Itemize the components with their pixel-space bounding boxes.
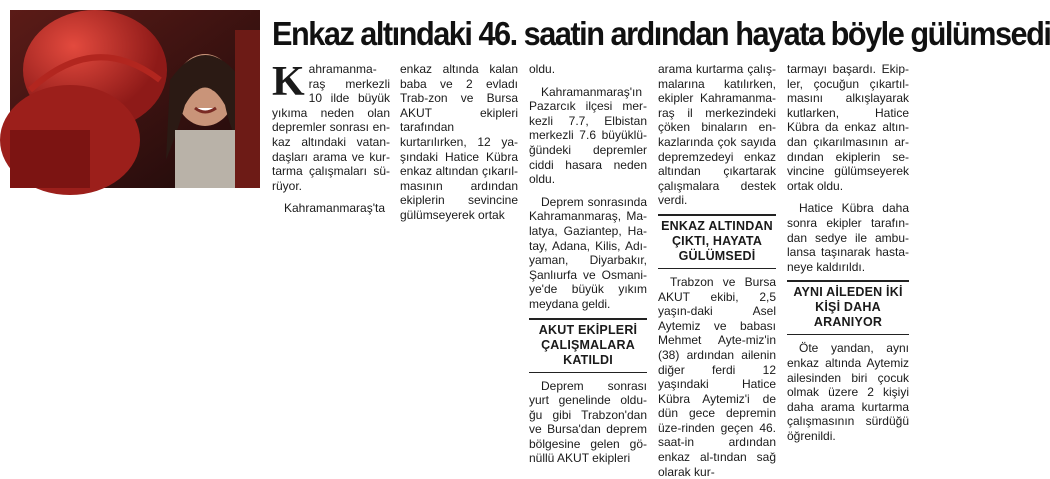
article-column-5 bbox=[787, 62, 909, 443]
article-paragraph: Deprem sonrasında Kahramanmaraş, Ma-latya, Gaziantep, Ha-tay, Adana, Kilis, Adı-yaman, Diyarbakır, Şanlıurfa ve Osmani-ye'de büyük yıkım meydana geldi. bbox=[529, 194, 647, 311]
subheading: AKUT EKİPLERİ ÇALIŞMALARA KATILDI bbox=[529, 318, 647, 373]
article-paragraph: tarmayı başardı. Ekip-ler, çocuğun çıkartıl-masını alkışlayarak kutlarken, Hatice Kübra da enkaz altın-dan çıkarılmasının ar-dından ekiplerin se-vincine gülümseyerek ortak oldu. bbox=[787, 62, 909, 193]
article-paragraph: Hatice Kübra daha sonra ekipler tarafın-dan sedye ile ambu-lansa taşınarak hasta-neye kaldırıldı. bbox=[787, 201, 909, 274]
subheading: AYNI AİLEDEN İKİ KİŞİ DAHA ARANIYOR bbox=[787, 280, 909, 335]
headline: Enkaz altındaki 46. saatin ardından hayata böyle gülümsedi bbox=[272, 15, 1050, 52]
article-paragraph: enkaz altında kalan baba ve 2 evladı Trab-zon ve Bursa AKUT ekipleri tarafından kurtarılırken, 12 ya-şındaki Hatice Kübra enkaz altından çıkarıl-masının ardından ekiplerin sevincine gülümseyerek ortak bbox=[400, 62, 518, 222]
article-paragraph: Kahramanmaraş'ta bbox=[284, 201, 386, 216]
article-column-2 bbox=[400, 62, 518, 223]
paragraph-text: ahramanma-raş merkezli 10 ilde büyük yıkıma neden olan depremler sonrası en-kaz altındaki vatan-daşları arama ve kur-tarma çalışmaları sü-rüyor. bbox=[272, 62, 390, 193]
subheading: ENKAZ ALTINDAN ÇIKTI, HAYATA GÜLÜMSEDİ bbox=[658, 214, 776, 269]
article-paragraph: Öte yandan, aynı enkaz altında Aytemiz ailesinden biri çocuk olmak üzere 2 kişiyi daha arama kurtarma çalışmasının sürdüğü öğrenildi. bbox=[787, 341, 909, 443]
article-column-3 bbox=[529, 62, 647, 466]
article-column-4 bbox=[658, 62, 776, 479]
rescue-photo-icon bbox=[10, 10, 260, 188]
article-paragraph: Kahramanmaraş'ın Pazarcık ilçesi mer-kezli 7.7, Elbistan merkezli 7.6 büyüklü-ğündeki depremler ciddi hasara neden oldu. bbox=[529, 84, 647, 187]
article-paragraph: oldu. bbox=[529, 62, 556, 76]
rescue-photo bbox=[10, 10, 260, 188]
dropcap: K bbox=[272, 59, 305, 105]
article-paragraph: Trabzon ve Bursa AKUT ekibi, 2,5 yaşın-daki Asel Aytemiz ve babası Mehmet Ayte-miz'in (38) ardından ailenin diğer ferdi 12 yaşındaki Hatice Kübra Aytemiz'i de dün gece depremin üze-rinden geçen 46. saat-in ardından enkaz al-tından sağ olarak kur- bbox=[658, 274, 776, 479]
article-paragraph: arama kurtarma çalış-malarına katılırken, ekipler Kahramanma-raş il merkezindeki çöken binaların en-kazlarında çok sayıda depremzedeyi enkaz altından çıkartarak çalışmalara destek verdi. bbox=[658, 62, 776, 208]
article-column-1 bbox=[272, 59, 390, 216]
article-paragraph bbox=[272, 59, 390, 193]
article-paragraph: Deprem sonrası yurt genelinde oldu-ğu gibi Trabzon'dan ve Bursa'dan deprem bölgesine gelen gö-nüllü AKUT ekipleri bbox=[529, 378, 647, 466]
